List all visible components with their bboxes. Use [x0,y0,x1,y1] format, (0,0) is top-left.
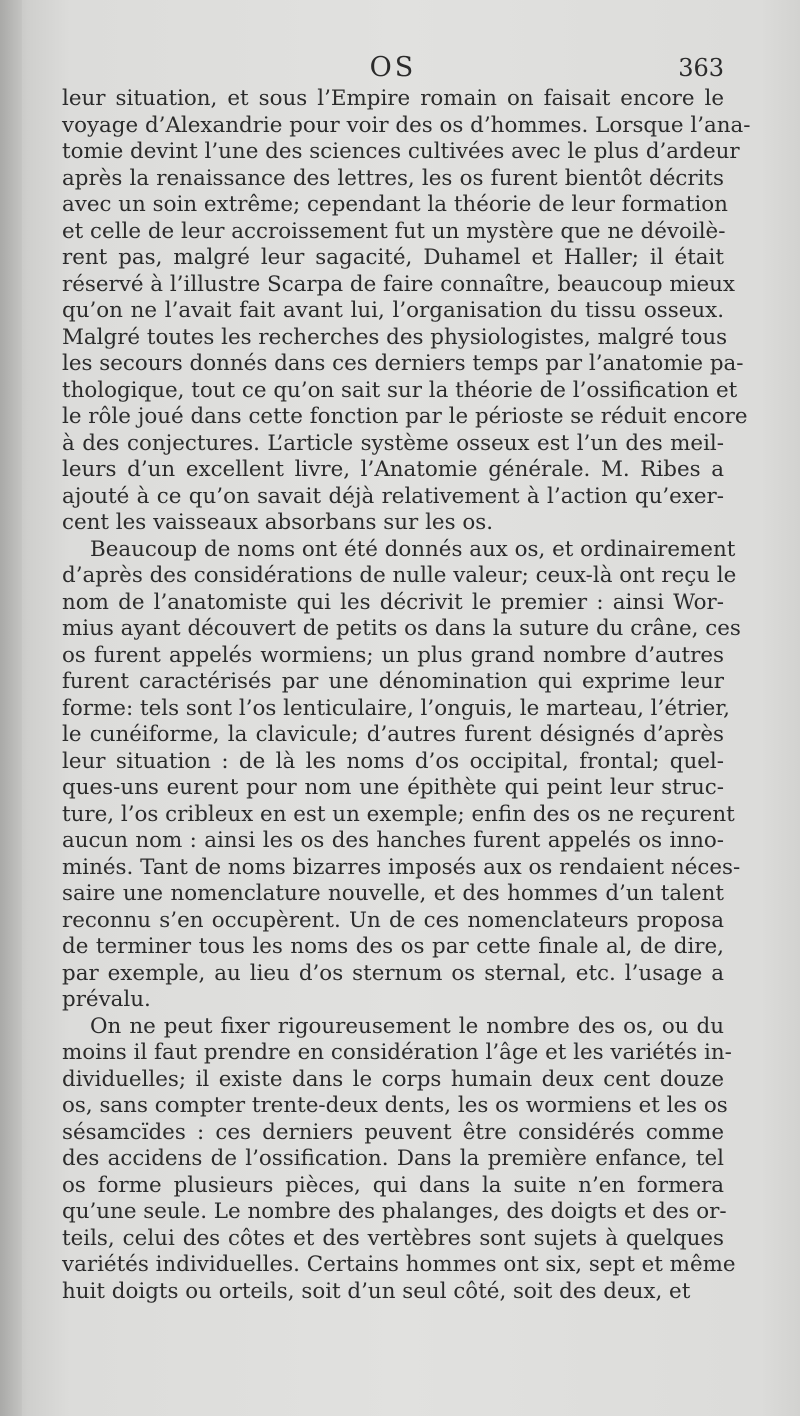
text-line: huit doigts ou orteils, soit d’un seul côté, soit des deux, et [62,1278,691,1304]
text-line: minés. Tant de noms bizarres imposés aux os rendaient néces- [62,854,741,880]
text-line: nom de l’anatomiste qui les décrivit le premier : ainsi Wor- [62,589,724,615]
text-line: prévalu. [62,987,151,1012]
text-line: teils, celui des côtes et des vertèbres sont sujets à quelques [62,1225,724,1251]
text-line: après la renaissance des lettres, les os furent bientôt décrits [62,165,724,191]
text-line: ture, l’os cribleux en est un exemple; enfin des os ne reçurent [62,801,735,827]
page-header [62,52,724,88]
text-line: forme: tels sont l’os lenticulaire, l’onguis, le marteau, l’étrier, [62,695,730,721]
text-line: réservé à l’illustre Scarpa de faire connaître, beaucoup mieux [62,271,735,297]
text-line: et celle de leur accroissement fut un mystère que ne dévoilè- [62,218,726,244]
text-line: qu’on ne l’avait fait avant lui, l’organisation du tissu osseux. [62,298,724,323]
text-line: ques-uns eurent pour nom une épithète qui peint leur struc- [62,775,724,800]
page-number: 363 [678,54,724,82]
text-line: tomie devint l’une des sciences cultivées avec le plus d’ardeur [62,139,740,164]
text-line: les secours donnés dans ces derniers temps par l’anatomie pa- [62,351,744,376]
text-line: Malgré toutes les recherches des physiologistes, malgré tous [62,324,728,350]
text-line: d’après des considérations de nulle valeur; ceux-là ont reçu le [62,563,737,588]
text-line: moins il faut prendre en considération l’âge et les variétés in- [62,1040,732,1065]
text-line: furent caractérisés par une dénomination qui exprime leur [62,669,724,694]
text-line: de terminer tous les noms des os par cette finale al, de dire, [62,934,724,959]
text-line: rent pas, malgré leur sagacité, Duhamel et Haller; il était [62,245,724,270]
text-line: saire une nomenclature nouvelle, et des hommes d’un talent [62,881,724,906]
text-line: Beaucoup de noms ont été donnés aux os, et ordinairement [90,536,736,562]
text-line: des accidens de l’ossification. Dans la première enfance, tel [62,1146,724,1171]
text-line: os furent appelés wormiens; un plus grand nombre d’autres [62,642,724,668]
text-line: leur situation : de là les noms d’os occipital, frontal; quel- [62,748,724,774]
text-line: leurs d’un excellent livre, l’Anatomie générale. M. Ribes a [62,457,724,482]
text-line: leur situation, et sous l’Empire romain on faisait encore le [62,86,724,111]
text-line: à des conjectures. L’article système osseux est l’un des meil- [62,430,724,456]
text-line: le rôle joué dans cette fonction par le périoste se réduit encore [62,404,748,429]
text-line: aucun nom : ainsi les os des hanches furent appelés os inno- [62,828,724,853]
paragraph [62,86,751,537]
text-line: os, sans compter trente-deux dents, les os wormiens et les os [62,1093,728,1118]
text-line: qu’une seule. Le nombre des phalanges, des doigts et des or- [62,1199,727,1224]
running-head: OS [369,52,417,83]
page-gutter-shadow [0,0,22,1416]
text-line: avec un soin extrême; cependant la théorie de leur formation [62,192,728,217]
text-line: variétés individuelles. Certains hommes ont six, sept et même [62,1252,736,1277]
text-line: thologique, tout ce qu’on sait sur la théorie de l’ossification et [62,377,738,403]
text-line: On ne peut fixer rigoureusement le nombre des os, ou du [90,1013,724,1039]
text-line: par exemple, au lieu d’os sternum os sternal, etc. l’usage a [62,960,724,986]
text-line: sésamcïdes : ces derniers peuvent être considérés comme [62,1119,724,1145]
text-line: voyage d’Alexandrie pour voir des os d’hommes. Lorsque l’ana- [62,112,751,138]
text-line: le cunéiforme, la clavicule; d’autres furent désignés d’après [62,722,724,747]
paragraph [62,1013,736,1306]
text-line: mius ayant découvert de petits os dans la suture du crâne, ces [62,616,741,641]
paragraph [62,536,741,1014]
text-line: dividuelles; il existe dans le corps humain deux cent douze [62,1066,724,1092]
body-text [62,86,751,1305]
text-line: reconnu s’en occupèrent. Un de ces nomenclateurs proposa [62,907,724,933]
text-line: cent les vaisseaux absorbans sur les os. [62,510,494,535]
text-line: ajouté à ce qu’on savait déjà relativement à l’action qu’exer- [62,483,724,509]
text-line: os forme plusieurs pièces, qui dans la suite n’en formera [62,1172,724,1198]
